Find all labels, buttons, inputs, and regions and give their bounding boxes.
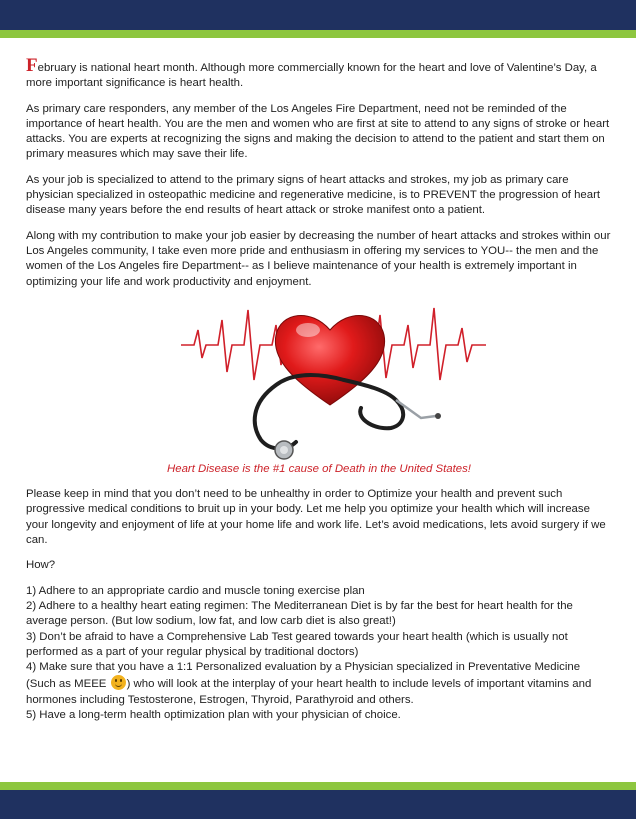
paragraph-intro-text: ebruary is national heart month. Although more commercially known for the heart and love of Valentine’s Day, a more important significance is heart health. <box>26 62 597 90</box>
header-band <box>0 0 636 30</box>
smiley-face-icon <box>111 675 126 690</box>
footer-stripe <box>0 782 636 790</box>
paragraph-prevention: As your job is specialized to attend to the primary signs of heart attacks and strokes, my job as primary care physician specialized in osteopathic medicine and regenerative medicine, is to PREVENT the progression of heart disease many years before the end results of heart attack or stroke manifest onto a patient. <box>26 173 601 217</box>
heart-stethoscope-ecg-illustration <box>26 300 612 460</box>
list-item: 2) Adhere to a healthy heart eating regimen: The Mediterranean Diet is by far the best for heart health for the average person. (But low sodium, low fat, and low carb diet is also great!) <box>26 599 573 628</box>
article <box>26 55 612 723</box>
heart-highlight <box>296 323 320 337</box>
list-item-4-before: 4) Make sure that you have a 1:1 Personalized evaluation by a Physician specialized in Preventative Medicine (Such as MEEE <box>26 661 581 691</box>
how-heading: How? <box>26 559 56 572</box>
heart-shape <box>275 315 384 405</box>
paragraph-optimize: Please keep in mind that you don’t need to be unhealthy in order to Optimize your health and prevent such progressive medical conditions to bruit up in your body. Let me help you optimize your health which will increase your longevity and enjoyment of life at your home life and work life. Let’s avoid medications, lets avoid surgery if we can. <box>26 488 606 547</box>
list-item <box>26 660 612 708</box>
ear-tip <box>435 413 441 419</box>
figure-caption: Heart Disease is the #1 cause of Death in the United States! <box>167 462 471 475</box>
header-stripe <box>0 30 636 38</box>
list-item: 5) Have a long-term health optimization plan with your physician of choice. <box>26 709 401 722</box>
chestpiece-center <box>280 446 288 454</box>
list-item: 3) Don’t be afraid to have a Comprehensive Lab Test geared towards your heart health (which is usually not performed as a part of your regular physical by traditional doctors) <box>26 630 568 658</box>
footer-band <box>0 790 636 819</box>
illustration-svg <box>26 300 612 460</box>
paragraph-responders: As primary care responders, any member of the Los Angeles Fire Department, need not be reminded of the importance of heart health. You are the men and women who are first at site to attend to any signs of stroke or heart attacks. You are experts at recognizing the signs and making the decision to attend to the patient and start them on primary measures which may save their life. <box>26 102 610 161</box>
paragraph-intro <box>26 55 612 92</box>
drop-cap: F <box>26 55 38 76</box>
how-list <box>26 584 612 724</box>
list-item-4-after: ) who will look at the interplay of your heart health to include levels of important vitamins and hormones including Testosterone, Estrogen, Thyroid, Parathyroid and others. <box>26 678 592 706</box>
list-item: 1) Adhere to an appropriate cardio and muscle toning exercise plan <box>26 584 365 597</box>
paragraph-contribution: Along with my contribution to make your job easier by decreasing the number of heart attacks and strokes within our Los Angeles community, I take even more pride and enthusiasm in offering my services to YOU-- the men and the women of the Los Angeles fire Department-- as I believe maintenance of your health is extremely important in optimizing your life and work productivity and enjoyment. <box>26 229 611 288</box>
